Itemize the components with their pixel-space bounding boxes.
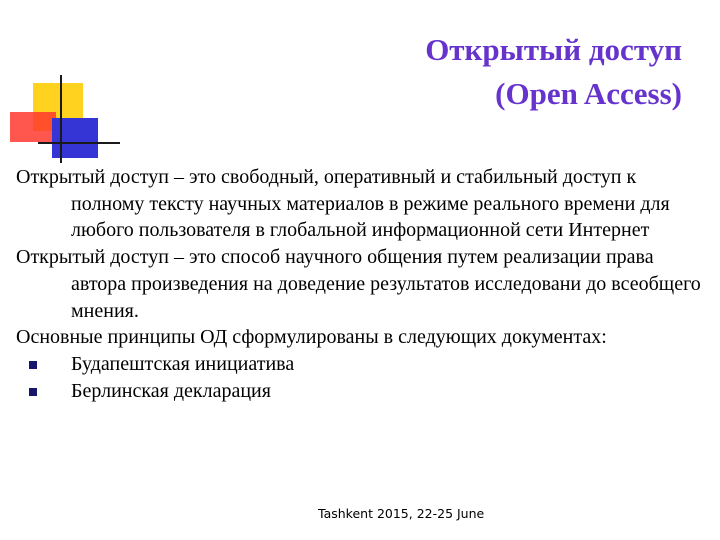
list-item (16, 378, 706, 405)
slide-footer: Tashkent 2015, 22-25 June (318, 506, 485, 521)
slide-title (425, 28, 682, 116)
paragraph-principles: Основные принципы ОД сформулированы в следующих документах: (16, 326, 607, 349)
title-line-1: Открытый доступ (425, 32, 682, 67)
square-bullet-icon (29, 388, 37, 396)
list-item (16, 351, 706, 378)
red-square (10, 112, 56, 142)
bullet-text: Будапештская инициатива (71, 352, 295, 375)
paragraph-communication: Открытый доступ – это способ научного общения путем реализации права автора произведения на доведение результатов исследовани до всеобщего мнения. (16, 246, 701, 322)
title-line-2: (Open Access) (495, 76, 682, 111)
square-bullet-icon (29, 361, 37, 369)
horizontal-line (38, 142, 120, 144)
vertical-line (60, 75, 62, 163)
bullet-text: Берлинская декларация (71, 379, 271, 402)
blue-square (52, 118, 98, 158)
paragraph-definition: Открытый доступ – это свободный, оперативный и стабильный доступ к полному тексту научных материалов в режиме реального времени для любого пользователя в глобальной информационной сети Интернет (16, 166, 670, 242)
slide-body (16, 164, 706, 404)
